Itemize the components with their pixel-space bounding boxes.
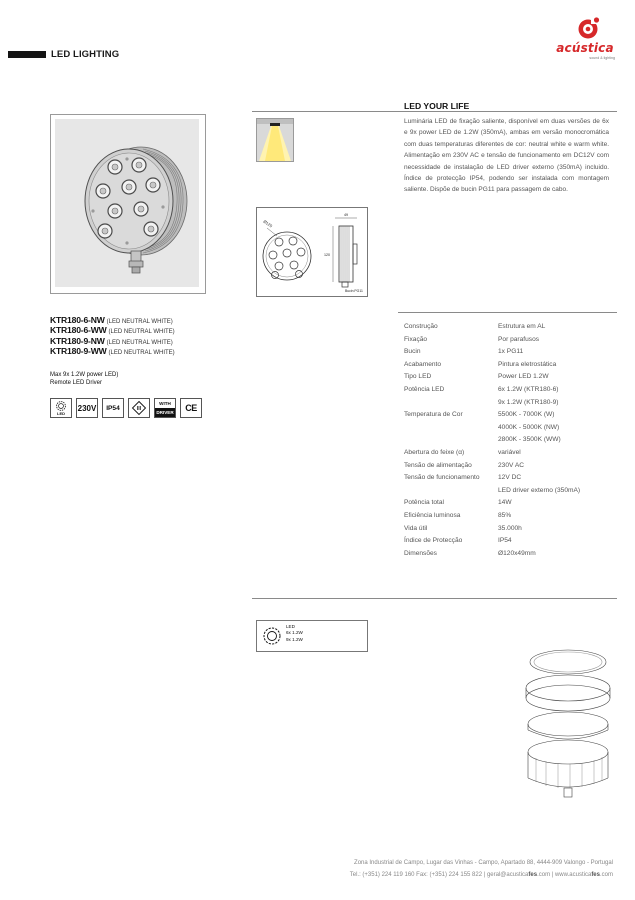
title-divider <box>252 111 617 112</box>
spec-row: Tensão de funcionamento 12V DC <box>404 474 522 482</box>
spec-row: Eficiência luminosa 85% <box>404 511 512 519</box>
beam-pattern-image <box>256 118 294 162</box>
spec-row: Potência total 14W <box>404 499 512 507</box>
spec-row: Dimensões Ø120x49mm <box>404 549 536 557</box>
product-row: KTR180-6-NW (LED NEUTRAL WHITE) <box>50 315 173 325</box>
spec-row: Tipo LED Power LED 1.2W <box>404 373 549 381</box>
product-photo <box>55 119 199 287</box>
footer-contact: Tel.: (+351) 224 119 160 Fax: (+351) 224 155 822 | geral@acusticafes.com | www.acusticafes.com <box>349 872 613 878</box>
spec-row: Temperatura de Cor 5500K - 7000K (W) <box>404 411 555 419</box>
spec-row: 9x 1.2W (KTR180-9) <box>498 398 559 406</box>
width-label: 49 <box>344 213 348 217</box>
bottom-divider <box>252 598 617 599</box>
class-iii-icon <box>131 400 147 416</box>
diameter-label: Ø120 <box>262 218 274 229</box>
spec-table <box>404 321 619 560</box>
bucin-label: Bucin PG11 <box>345 289 363 293</box>
footer-address: Zona Industrial de Campo, Lugar das Vinhas - Campo, Apartado 88, 4444-909 Valongo - Portugal <box>354 860 613 866</box>
ce-badge: CE <box>180 398 202 418</box>
spec-row: Fixação Por parafusos <box>404 335 540 343</box>
spec-row: 2800K - 3500K (WW) <box>498 436 561 444</box>
section-title: LED LIGHTING <box>51 49 120 60</box>
led-config-box <box>256 620 368 652</box>
spec-row: Abertura do feixe (α) variável <box>404 448 521 456</box>
header-bar <box>8 51 46 58</box>
logo-mark-icon <box>555 14 615 44</box>
technical-drawing <box>256 207 368 297</box>
product-row: KTR180-9-NW (LED NEUTRAL WHITE) <box>50 335 173 346</box>
ip-badge: IP54 <box>102 398 124 418</box>
spec-row: Tensão de alimentação 230V AC <box>404 461 525 469</box>
product-code-list <box>50 315 175 357</box>
class-iii-badge <box>128 398 150 418</box>
brand-logo[interactable] <box>555 14 615 66</box>
power-info <box>50 371 118 387</box>
spec-row: Índice de Protecção IP54 <box>404 537 512 545</box>
height-label: 120 <box>324 253 330 257</box>
voltage-badge: 230V <box>76 398 98 418</box>
spec-row: LED driver externo (350mA) <box>498 486 581 494</box>
driver-line: Remote LED Driver <box>50 380 103 386</box>
logo-word: acústica <box>556 41 614 55</box>
spec-divider <box>398 312 617 313</box>
led-gear-icon <box>262 626 282 646</box>
spec-row: Vida útil 35.000h <box>404 524 522 532</box>
spec-row: Construção Estrutura em AL <box>404 323 546 330</box>
spec-row: Potência LED 6x 1.2W (KTR180-6) <box>404 385 559 393</box>
led-box-line1: 6x 1.2W <box>286 630 303 636</box>
led-box-title: LED <box>286 624 295 629</box>
max-power-line: Max 9x 1.2W power LED) <box>50 372 119 378</box>
product-title: LED YOUR LIFE <box>404 101 470 111</box>
led-badge: LED <box>50 398 72 418</box>
spec-row: Bucin 1x PG11 <box>404 348 524 356</box>
product-row: KTR180-6-WW (LED NEUTRAL WHITE) <box>50 325 175 336</box>
logo-tagline: sound & lighting <box>589 56 615 60</box>
spec-row: Acabamento Pintura eletrostática <box>404 360 557 368</box>
exploded-view-drawing <box>518 640 618 800</box>
product-description: Luminária LED de fixação saliente, disponível em duas versões de 6x e 9x power LED de 1.2W (350mA), ambas em versão monocromática com duas temperaturas diferentes de cor: neutral white e warm white. Alimentação em 230V AC e tensão de funcionamento em DC12V com necessidade de instalação de LED driver externo (350mA) incluido. Índice de protecção IP54, podendo ser instalada com montagem saliente. Dispõe de bucin PG11 para passagem de cabo. <box>404 118 609 194</box>
svg-text:III: III <box>136 406 142 412</box>
product-row: KTR180-9-WW (LED NEUTRAL WHITE) <box>50 346 175 357</box>
led-box-line2: 9x 1.2W <box>286 636 303 642</box>
spec-row: 4000K - 5000K (NW) <box>498 423 560 431</box>
with-driver-badge: WITH DRIVER <box>154 398 176 418</box>
